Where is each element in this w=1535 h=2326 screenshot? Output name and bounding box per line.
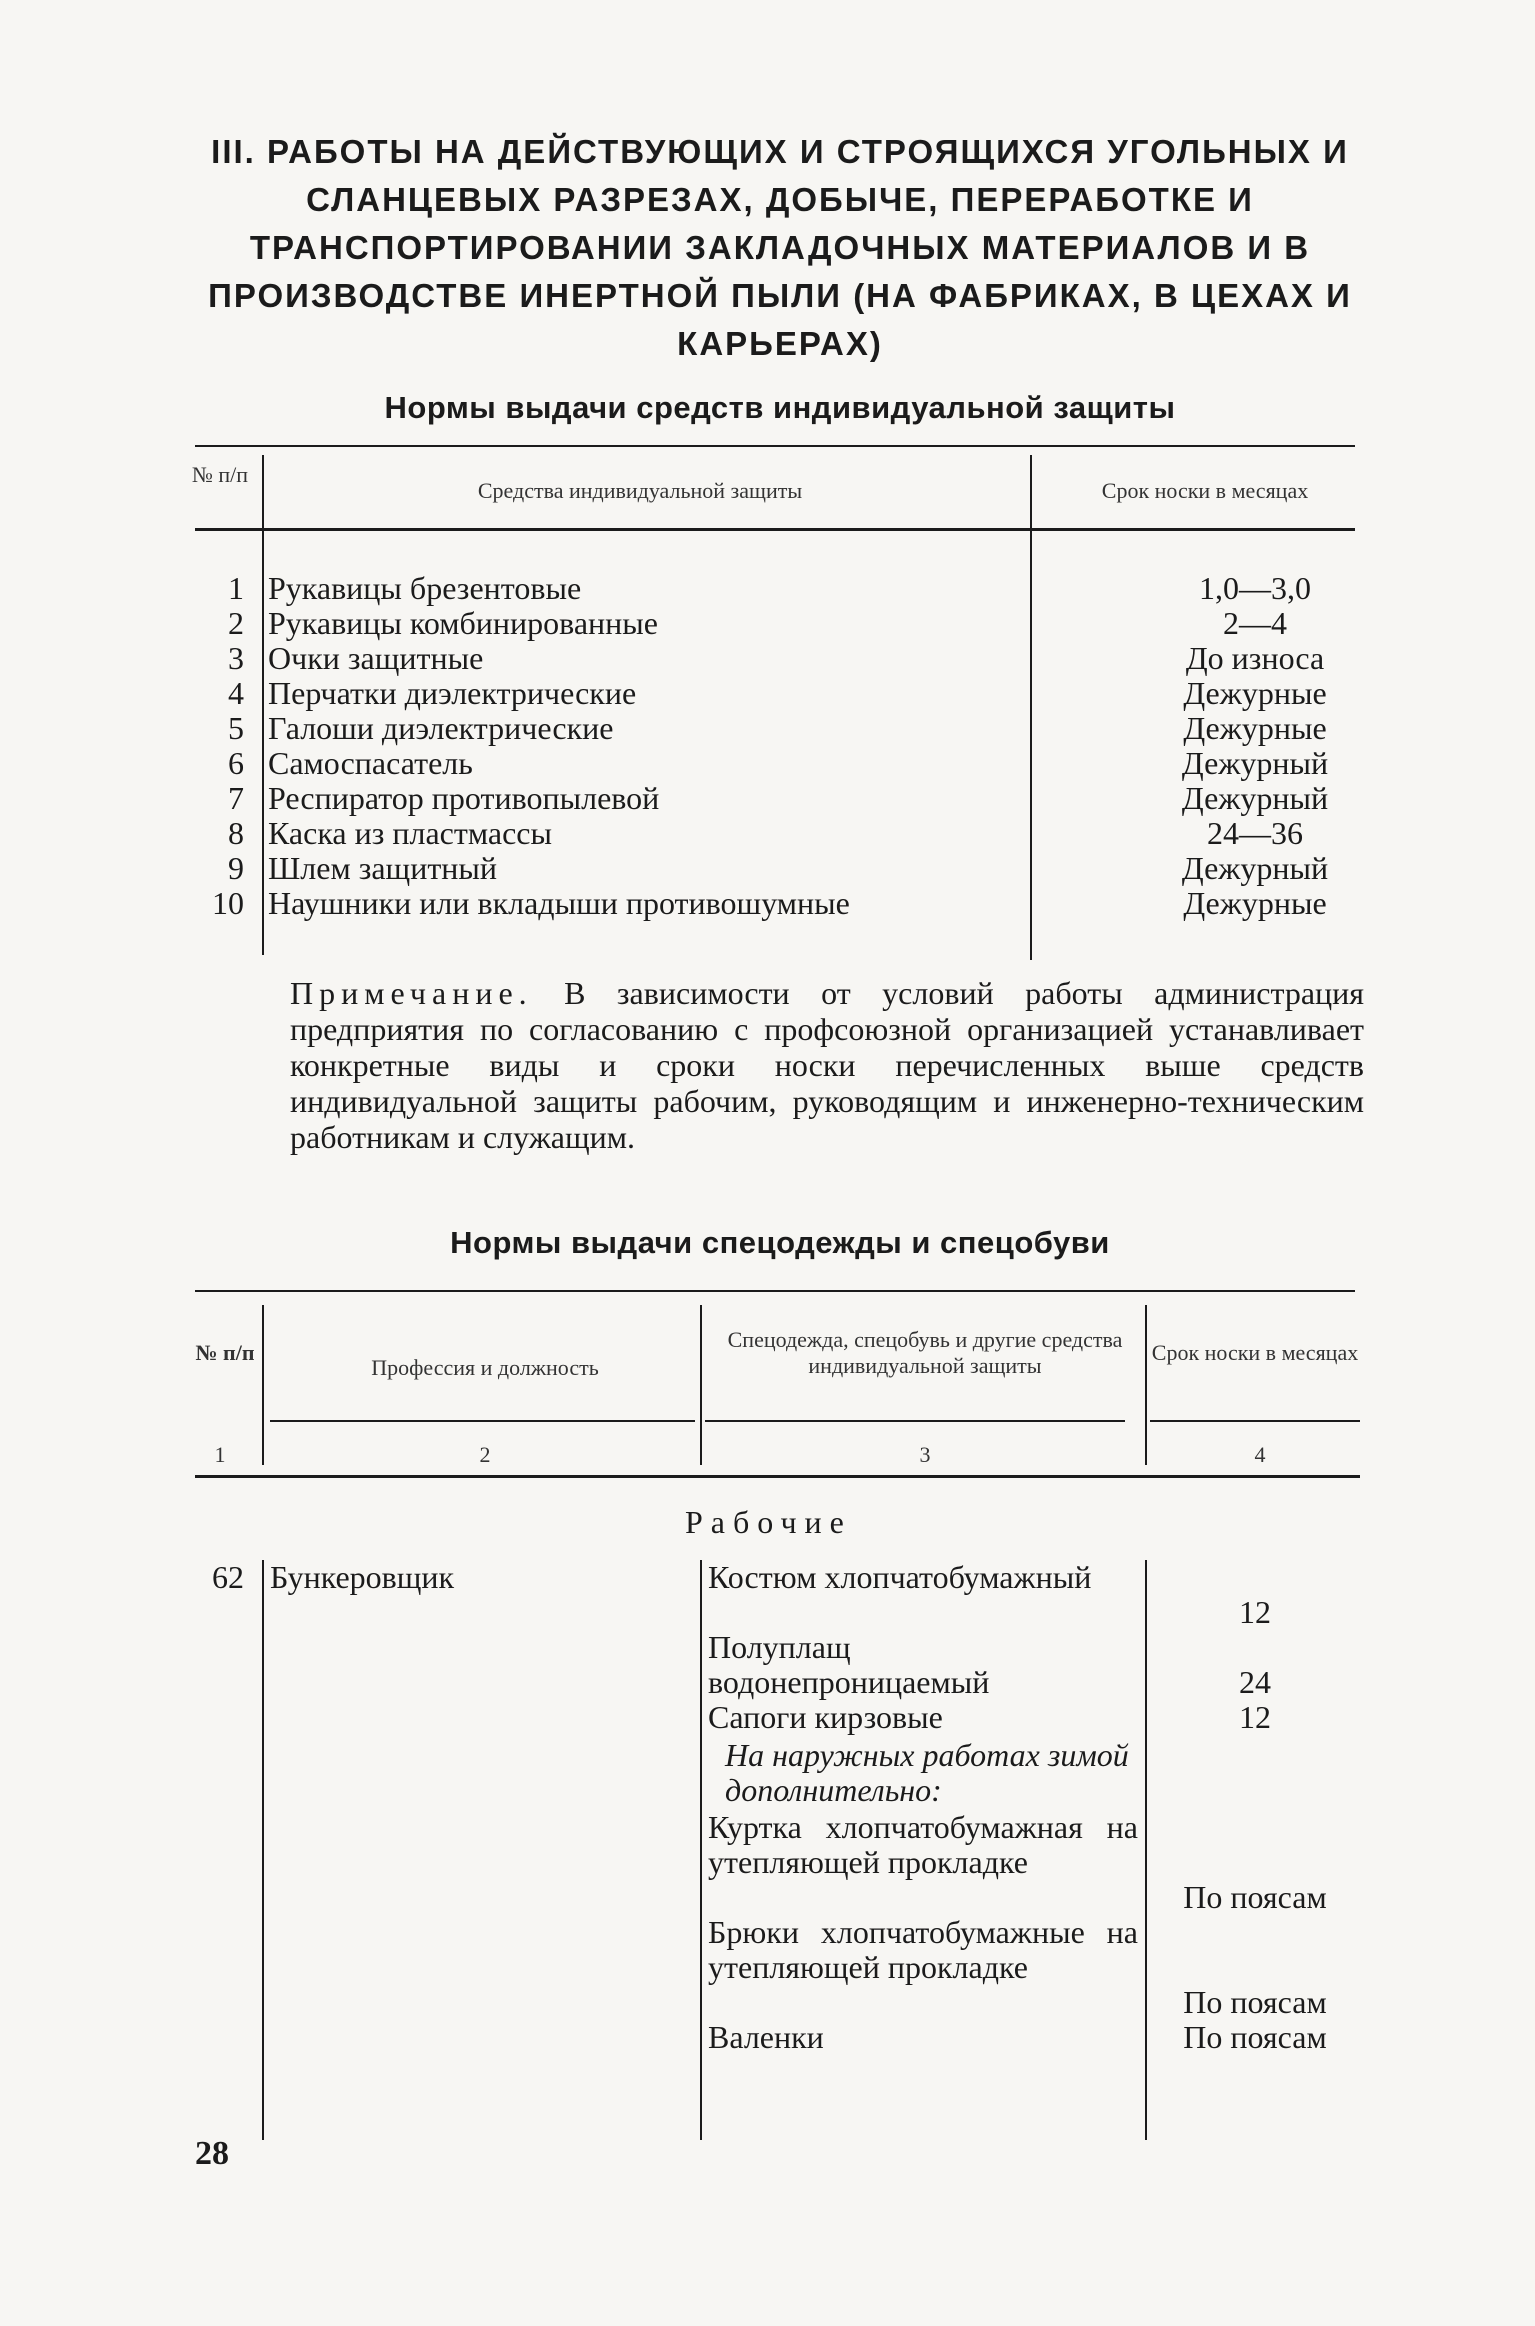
table1-row-term: Дежурный <box>1181 850 1329 886</box>
table1-row-num: 5 <box>228 710 244 746</box>
table2-item-text: Валенки <box>708 2019 824 2055</box>
table2-header-items: Спецодежда, спецобувь и другие средства индивидуальной защиты <box>727 1327 1123 1378</box>
note-label: Примечание. <box>290 975 533 1011</box>
table2-item-term: 24 <box>1239 1664 1271 1700</box>
table2-header-rule-b <box>705 1420 1125 1422</box>
table1-row-num: 10 <box>212 885 244 921</box>
table1-row-item: Очки защитные <box>268 640 484 676</box>
table1-col-divider-2 <box>1030 455 1032 960</box>
table1-title: Нормы выдачи средств индивидуальной защиты <box>384 390 1176 425</box>
table2-item-text: Костюм хлопчатобумажный <box>708 1559 1092 1595</box>
table2-col-divider-2 <box>700 1305 702 1465</box>
table1-row-num: 6 <box>228 745 244 781</box>
group-label: Рабочие <box>685 1504 852 1540</box>
table2-header-term: Срок носки в месяцах <box>1151 1340 1359 1365</box>
table2-colnum-1: 1 <box>214 1442 226 1467</box>
table1-row-num: 2 <box>228 605 244 641</box>
table1-header-term: Срок носки в месяцах <box>1101 478 1309 503</box>
table1-row-term: До износа <box>1185 640 1325 676</box>
table2-item-note: На наружных работах зимой дополнительно: <box>725 1737 1129 1808</box>
table1-row-num: 4 <box>228 675 244 711</box>
table2-body-divider-3 <box>1145 1560 1147 2140</box>
table2-item-term: По поясам <box>1183 1984 1327 2020</box>
table2-item-term: По поясам <box>1183 1879 1327 1915</box>
table2-row-profession: Бункеровщик <box>270 1559 455 1595</box>
table2-colnum-2: 2 <box>479 1442 491 1467</box>
table1-header-item: Средства индивидуальной защиты <box>477 478 803 503</box>
table1-top-rule <box>195 445 1355 447</box>
table2-item-term: 12 <box>1239 1699 1271 1735</box>
table1-col-divider-1 <box>262 455 264 955</box>
table1-row-item: Самоспасатель <box>268 745 473 781</box>
table1-row-term: Дежурный <box>1181 780 1329 816</box>
table2-title: Нормы выдачи спецодежды и спецобуви <box>450 1225 1110 1260</box>
page-number: 28 <box>195 2135 229 2172</box>
table2-header-rule-a <box>270 1420 695 1422</box>
table1-row-item: Шлем защитный <box>268 850 498 886</box>
table2-body-divider-2 <box>700 1560 702 2140</box>
section-title: III. РАБОТЫ НА ДЕЙСТВУЮЩИХ И СТРОЯЩИХСЯ УГОЛЬНЫХ И СЛАНЦЕВЫХ РАЗРЕЗАХ, ДОБЫЧЕ, ПЕРЕРАБОТКЕ И ТРАНСПОРТИРОВАНИИ ЗАКЛАДОЧНЫХ МАТЕРИАЛОВ И В ПРОИЗВОДСТВЕ ИНЕРТНОЙ ПЫЛИ (НА ФАБРИКАХ, В ЦЕХАХ И КАРЬЕРАХ) <box>208 133 1352 362</box>
table1-header-rule <box>195 528 1355 531</box>
table2-top-rule <box>195 1290 1355 1292</box>
table2-item-term: По поясам <box>1183 2019 1327 2055</box>
table1-row-num: 7 <box>228 780 244 816</box>
table2-header-profession: Профессия и должность <box>371 1355 599 1380</box>
table1-row-num: 9 <box>228 850 244 886</box>
note-paragraph <box>290 975 1364 1155</box>
table1-row-num: 1 <box>228 570 244 606</box>
table2-colnum-rule <box>195 1475 1360 1478</box>
table1-row-item: Рукавицы комбинированные <box>268 605 658 641</box>
note-text: В зависимости от условий работы администрация предприятия по согласованию с профсоюзной организацией устанавливает конкретные виды и сроки носки перечисленных выше средств индивидуальной защиты рабочим, руководящим и инженерно-техническим работникам и служащим. <box>290 975 1365 1155</box>
table2-col-divider-1 <box>262 1305 264 1465</box>
table1-row-num: 8 <box>228 815 244 851</box>
table2-header-num: № п/п <box>195 1340 255 1365</box>
table1-header-num: № п/п <box>191 462 249 487</box>
table1-row-term: 2—4 <box>1223 605 1287 641</box>
table1-row-term: Дежурные <box>1183 885 1327 921</box>
table1-row-item: Наушники или вкладыши противошумные <box>268 885 850 921</box>
table1-row-num: 3 <box>228 640 244 676</box>
table1-row-item: Перчатки диэлектрические <box>268 675 637 711</box>
table2-item-text: Брюки хлопчатобумажные на утепляющей прокладке <box>708 1914 1138 1985</box>
table1-row-term: Дежурные <box>1183 675 1327 711</box>
table2-item-text: Сапоги кирзовые <box>708 1699 943 1735</box>
table2-item-text: Куртка хлопчатобумажная на утепляющей прокладке <box>708 1809 1138 1880</box>
table2-item-term: 12 <box>1239 1594 1271 1630</box>
table2-item-text: Полуплащ водонепроницаемый <box>708 1629 990 1700</box>
table2-col-divider-3 <box>1145 1305 1147 1465</box>
table2-header-rule-c <box>1150 1420 1360 1422</box>
table1-row-item: Рукавицы брезентовые <box>268 570 582 606</box>
table1-row-term: 1,0—3,0 <box>1199 570 1311 606</box>
table1-row-item: Галоши диэлектрические <box>268 710 614 746</box>
table2-colnum-3: 3 <box>919 1442 931 1467</box>
table2-row-num: 62 <box>212 1559 244 1595</box>
table2-colnum-4: 4 <box>1254 1442 1266 1467</box>
table1-row-term: 24—36 <box>1207 815 1303 851</box>
table1-row-term: Дежурные <box>1183 710 1327 746</box>
table1-row-item: Каска из пластмассы <box>268 815 552 851</box>
table1-row-term: Дежурный <box>1181 745 1329 781</box>
table2-body-divider-1 <box>262 1560 264 2140</box>
table1-row-item: Респиратор противопылевой <box>268 780 660 816</box>
